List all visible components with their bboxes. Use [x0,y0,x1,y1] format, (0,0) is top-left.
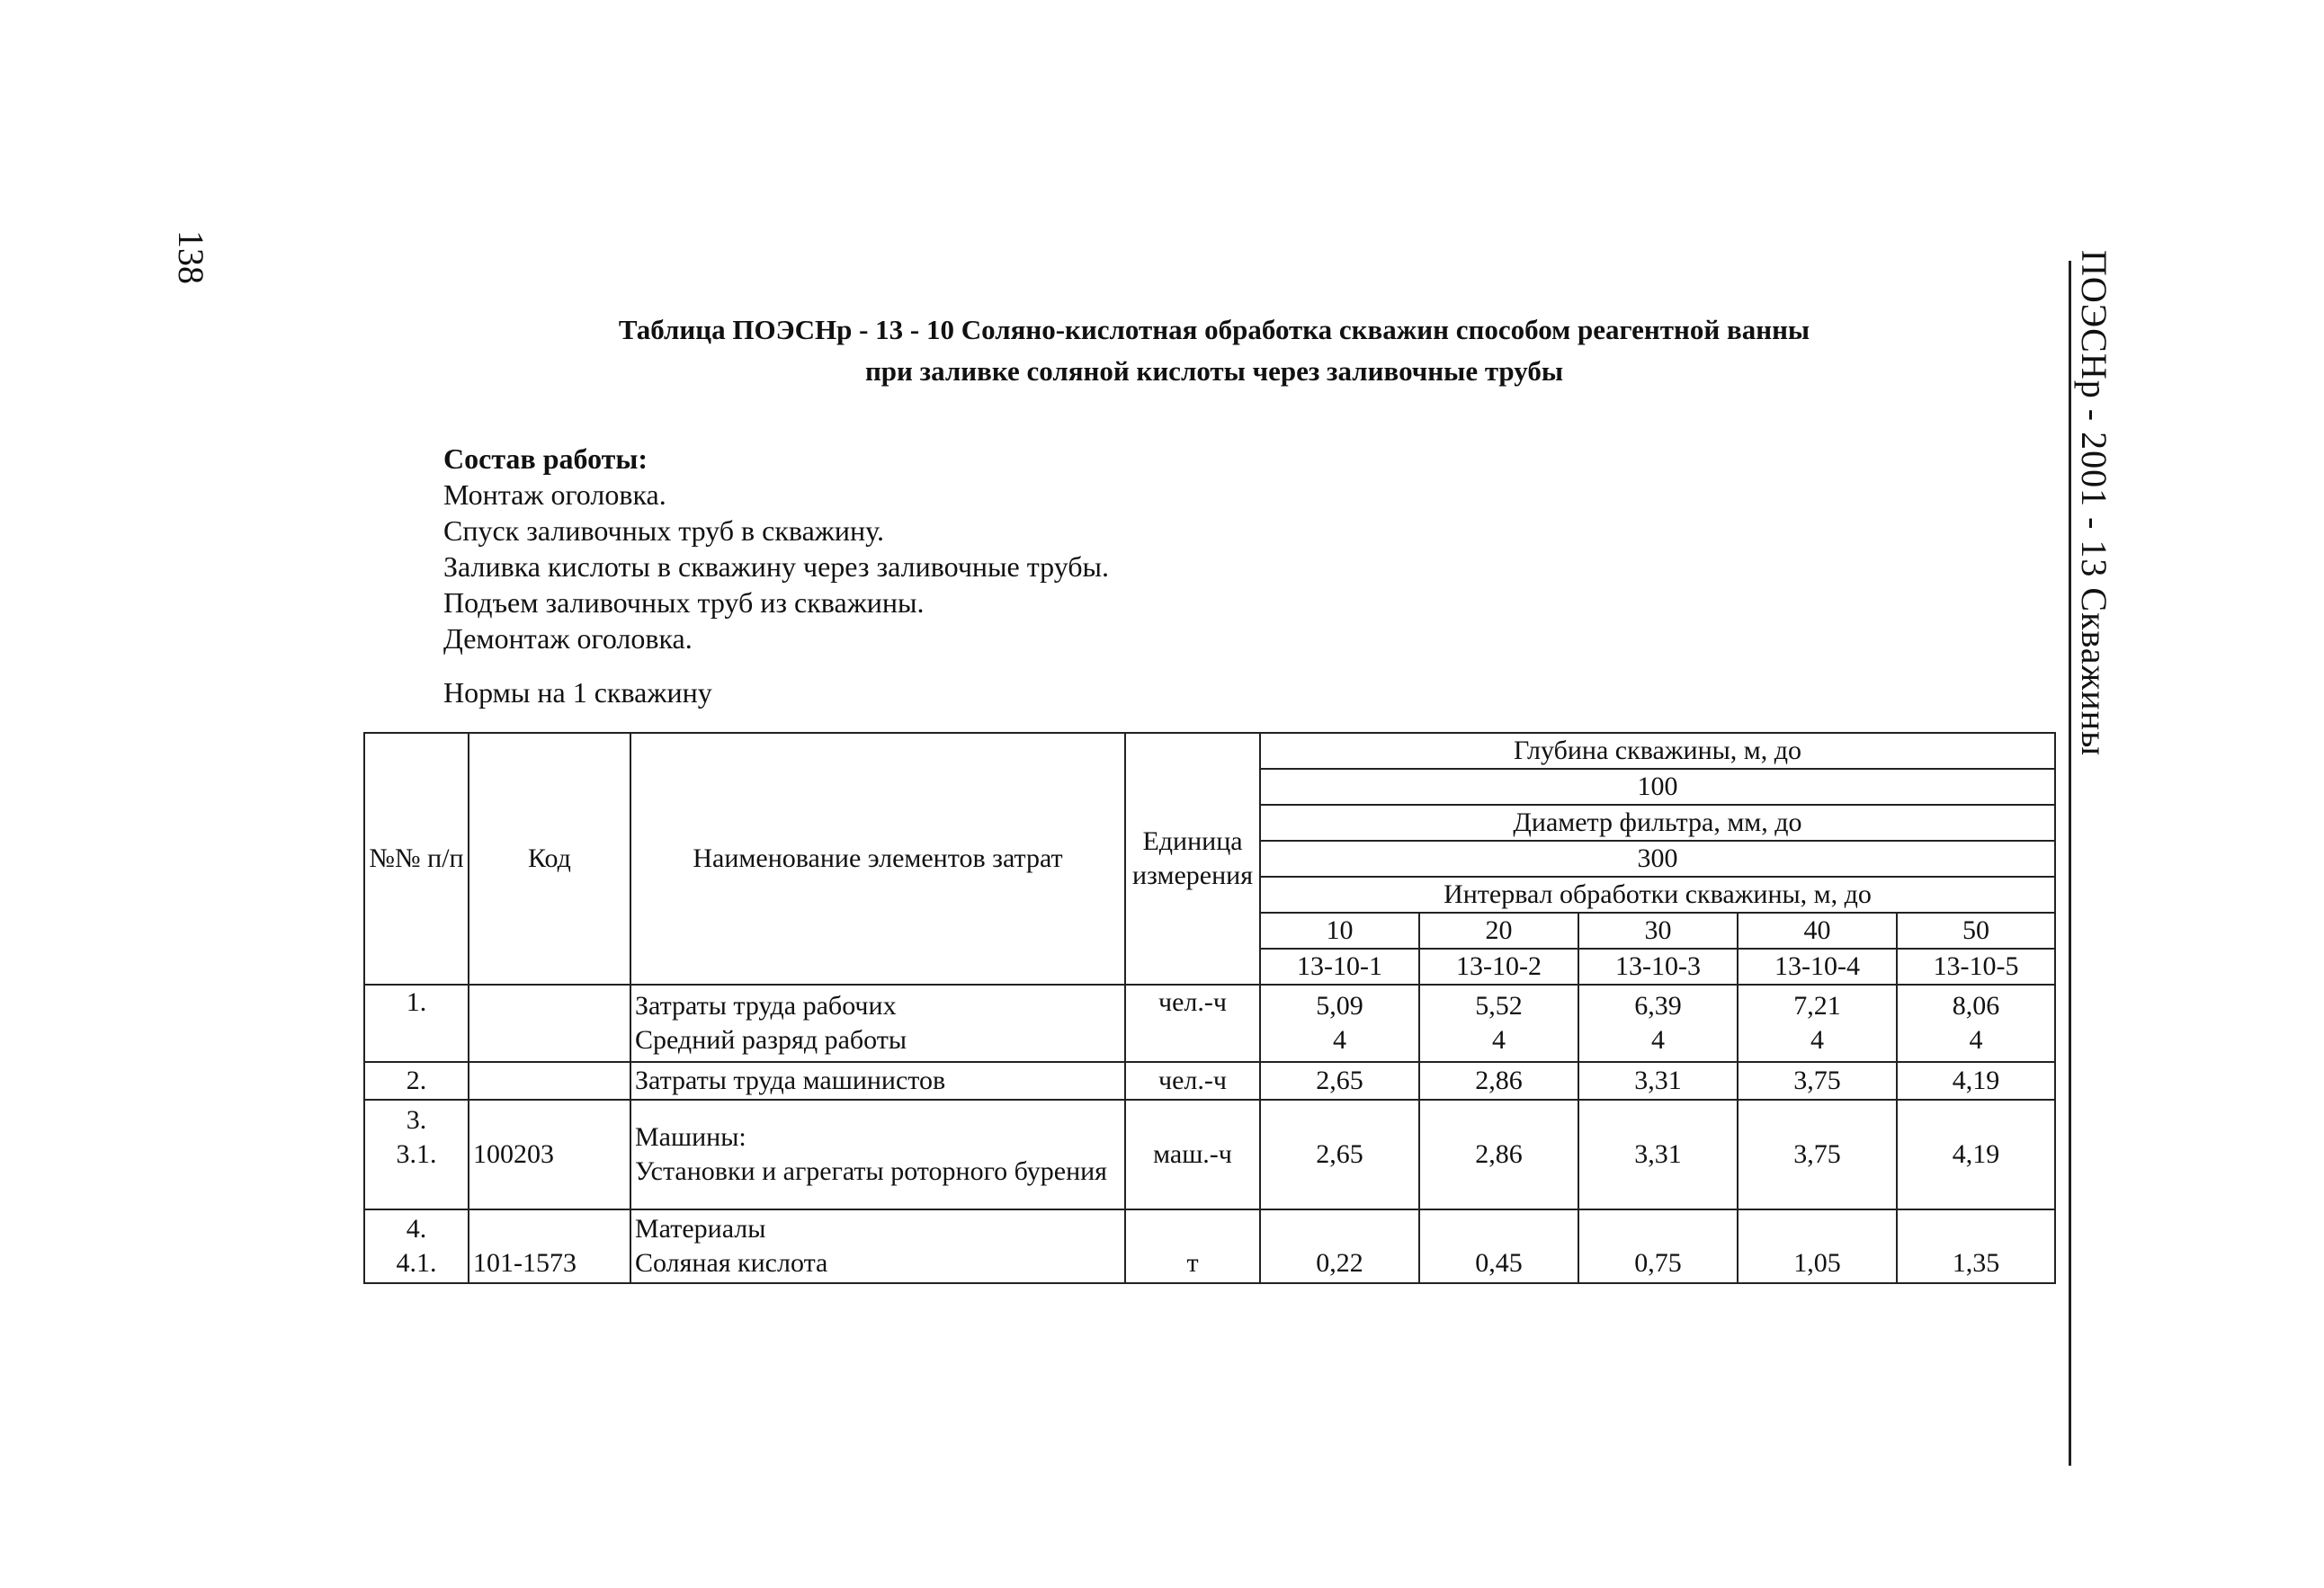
row-num-main: 4. [406,1214,427,1244]
value-cell [1897,985,2055,1062]
norm-code-cell: 13-10-5 [1897,949,2055,985]
value: 5,09 [1316,991,1363,1021]
row-unit: чел.-ч [1125,985,1260,1062]
row-name-main: Материалы [635,1214,766,1244]
value: 0,22 [1316,1248,1363,1278]
value-cell [1578,985,1738,1062]
value: 7,21 [1793,991,1841,1021]
row-num: 1. [364,985,469,1062]
row-num: 2. [364,1062,469,1100]
row-num [364,1100,469,1209]
value: 5,52 [1475,991,1523,1021]
depth-header: Глубина скважины, м, до [1260,733,2055,769]
row-num-main: 3. [406,1105,427,1135]
grade-value: 4 [1333,1025,1346,1055]
value-cell: 2,65 [1260,1062,1419,1100]
side-header: ПОЭСНр - 2001 - 13 Скважины [2074,250,2114,756]
value-cell: 2,65 [1260,1100,1419,1209]
grade-value: 4 [1492,1025,1506,1055]
row-num [364,1209,469,1283]
value-cell [1260,985,1419,1062]
col-code-header: Код [469,733,630,985]
interval-cell: 20 [1419,913,1578,949]
work-composition [443,441,1109,656]
row-code-value: 101-1573 [473,1248,577,1278]
work-step: Подъем заливочных труб из скважины. [443,586,925,619]
row-code: 100203 [469,1100,630,1209]
row-name-main: Затраты труда рабочих [635,991,897,1021]
row-name [630,1209,1125,1283]
interval-cell: 40 [1738,913,1897,949]
value-cell [1897,1209,2055,1283]
work-step: Заливка кислоты в скважину через заливочные трубы. [443,550,1110,583]
row-code [469,985,630,1062]
page-number: 138 [171,230,211,284]
title-line-2: при заливке соляной кислоты через заливочные трубы [864,355,1564,387]
value-cell: 3,31 [1578,1100,1738,1209]
col-unit-header: Единица измерения [1125,733,1260,985]
value-cell: 3,75 [1738,1100,1897,1209]
value-cell: 4,19 [1897,1062,2055,1100]
grade-value: 4 [1651,1025,1665,1055]
value-cell: 4,19 [1897,1100,2055,1209]
work-heading: Состав работы: [443,442,648,475]
row-name-sub: Установки и агрегаты роторного бурения [635,1156,1107,1186]
value-cell [1738,985,1897,1062]
value-cell: 2,86 [1419,1100,1578,1209]
interval-header: Интервал обработки скважины, м, до [1260,877,2055,913]
table-row [364,1100,2055,1209]
table-row [364,985,2055,1062]
value: 6,39 [1634,991,1682,1021]
table-title [450,309,1979,392]
row-unit: чел.-ч [1125,1062,1260,1100]
col-num-header: №№ п/п [364,733,469,985]
row-name-main: Машины: [635,1122,746,1152]
row-unit [1125,1209,1260,1283]
grade-value: 4 [1969,1025,1983,1055]
value: 8,06 [1952,991,2000,1021]
norm-code-cell: 13-10-4 [1738,949,1897,985]
row-unit-value: т [1186,1248,1199,1278]
value: 0,75 [1634,1248,1682,1278]
side-rule [2069,261,2071,1466]
row-num-sub: 4.1. [396,1248,437,1278]
table-row [364,1209,2055,1283]
value: 1,35 [1952,1248,2000,1278]
work-step: Монтаж оголовка. [443,478,666,511]
row-name: Затраты труда машинистов [630,1062,1125,1100]
value: 0,45 [1475,1248,1523,1278]
norm-code-cell: 13-10-1 [1260,949,1419,985]
row-num-sub: 3.1. [396,1139,437,1169]
interval-cell: 10 [1260,913,1419,949]
header-row [364,733,2055,769]
row-code [469,1062,630,1100]
row-code [469,1209,630,1283]
row-name-sub: Соляная кислота [635,1248,828,1278]
norm-code-cell: 13-10-3 [1578,949,1738,985]
depth-value: 100 [1260,769,2055,805]
interval-cell: 30 [1578,913,1738,949]
work-step: Спуск заливочных труб в скважину. [443,514,884,547]
value-cell: 3,75 [1738,1062,1897,1100]
grade-value: 4 [1810,1025,1824,1055]
value-cell [1419,1209,1578,1283]
row-name [630,985,1125,1062]
value-cell [1578,1209,1738,1283]
work-step: Демонтаж оголовка. [443,622,693,655]
row-name [630,1100,1125,1209]
table-row [364,1062,2055,1100]
value: 1,05 [1793,1248,1841,1278]
norms-caption: Нормы на 1 скважину [443,676,712,709]
interval-cell: 50 [1897,913,2055,949]
row-name-sub: Средний разряд работы [635,1025,907,1055]
diameter-value: 300 [1260,841,2055,877]
norms-table [363,732,2056,1284]
norm-code-cell: 13-10-2 [1419,949,1578,985]
col-name-header: Наименование элементов затрат [630,733,1125,985]
value-cell [1419,985,1578,1062]
diameter-header: Диаметр фильтра, мм, до [1260,805,2055,841]
value-cell [1738,1209,1897,1283]
value-cell: 3,31 [1578,1062,1738,1100]
value-cell: 2,86 [1419,1062,1578,1100]
value-cell [1260,1209,1419,1283]
row-unit: маш.-ч [1125,1100,1260,1209]
title-line-1: Таблица ПОЭСНр - 13 - 10 Солянo-кислотная обработка скважин способом реагентной ванны [618,314,1810,345]
